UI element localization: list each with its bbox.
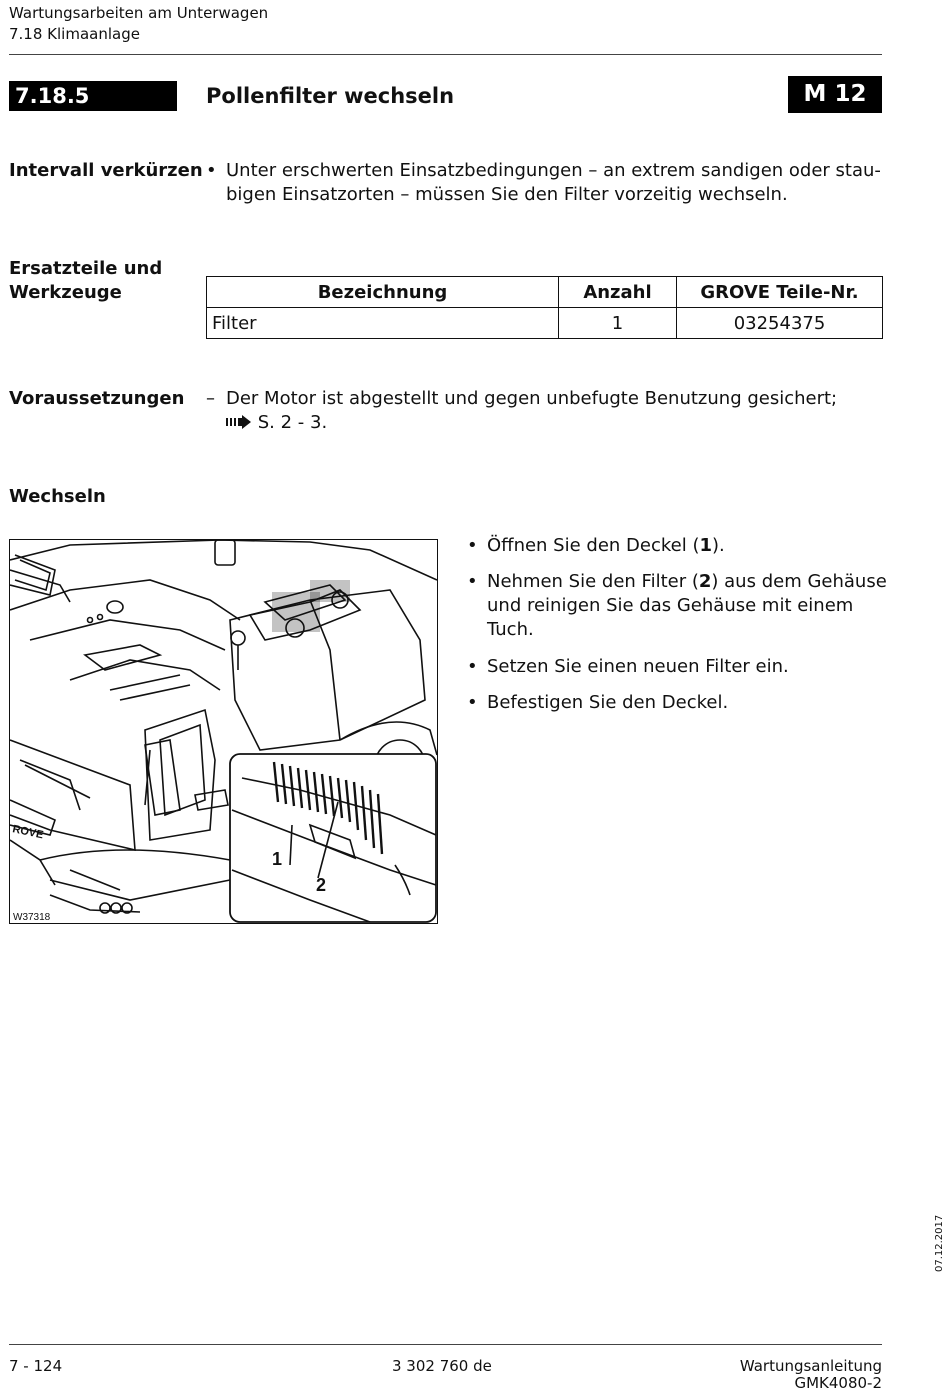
step-1-callout: 1 xyxy=(699,535,712,556)
step-1-pre: Öffnen Sie den Deckel ( xyxy=(487,535,700,556)
col-header-quantity: Anzahl xyxy=(559,277,677,308)
revision-date: 07.12.2017 xyxy=(934,1214,945,1272)
step-3-text: Setzen Sie einen neuen Filter ein. xyxy=(487,656,789,677)
interval-note xyxy=(206,159,886,209)
footer-manual-title: Wartungsanleitung xyxy=(739,1357,882,1375)
step-2-line-2: und reinigen Sie das Gehäuse mit einem xyxy=(487,595,854,616)
dash-mark: – xyxy=(206,388,215,409)
interval-label: Intervall verkürzen xyxy=(9,160,203,181)
header-subchapter: 7.18 Klimaanlage xyxy=(9,25,140,43)
reference-arrow-icon xyxy=(226,415,252,429)
parts-label-line-1: Ersatzteile und xyxy=(9,258,163,279)
parts-label-line-2: Werkzeuge xyxy=(9,282,122,303)
step-1-post: ). xyxy=(712,535,725,556)
cell-quantity: 1 xyxy=(559,308,677,339)
cell-designation: Filter xyxy=(207,308,559,339)
step-2-line-3: Tuch. xyxy=(487,619,534,640)
cell-part-number: 03254375 xyxy=(677,308,883,339)
figure-code: W37318 xyxy=(13,912,51,923)
section-title: Pollenfilter wechseln xyxy=(206,84,455,108)
bullet-mark: • xyxy=(206,160,217,181)
step-2 xyxy=(467,570,887,644)
prerequisites-label: Voraussetzungen xyxy=(9,388,185,409)
bullet-mark: • xyxy=(467,571,478,592)
header-chapter: Wartungsarbeiten am Unterwagen xyxy=(9,4,269,22)
footer-rule xyxy=(9,1344,882,1345)
bullet-mark: • xyxy=(467,656,478,677)
prerequisite-reference[interactable] xyxy=(226,411,327,435)
bullet-mark: • xyxy=(467,535,478,556)
procedure-heading: Wechseln xyxy=(9,486,106,507)
bullet-mark: • xyxy=(467,692,478,713)
step-2-callout: 2 xyxy=(698,571,712,592)
callout-2: 2 xyxy=(316,875,327,895)
step-1 xyxy=(467,534,887,560)
callout-1: 1 xyxy=(272,849,283,869)
header-rule xyxy=(9,54,882,55)
step-2-pre: Nehmen Sie den Filter ( xyxy=(487,571,699,592)
step-3 xyxy=(467,655,887,681)
brand-lettering: ROVE xyxy=(11,823,45,842)
step-4 xyxy=(467,691,887,717)
crane-cab-illustration xyxy=(10,540,437,923)
step-2-post: ) aus dem Gehäuse xyxy=(711,571,887,592)
step-2-line-1 xyxy=(487,570,887,594)
col-header-part-number: GROVE Teile-Nr. xyxy=(677,277,883,308)
col-header-designation: Bezeichnung xyxy=(207,277,559,308)
interval-line-2: bigen Einsatzorten – müssen Sie den Filter vorzeitig wechseln. xyxy=(226,184,788,205)
footer-document-number: 3 302 760 de xyxy=(392,1357,492,1375)
reference-page: S. 2 - 3. xyxy=(257,412,328,433)
parts-table xyxy=(206,276,883,339)
crane-cab-figure xyxy=(9,539,438,924)
footer-page-number: 7 - 124 xyxy=(9,1357,63,1375)
table-header-row xyxy=(207,277,883,308)
step-4-text: Befestigen Sie den Deckel. xyxy=(487,692,729,713)
interval-line-1: Unter erschwerten Einsatzbedingungen – an extrem sandigen oder stau- xyxy=(226,160,881,181)
table-row xyxy=(207,308,883,339)
prerequisite-item xyxy=(206,387,886,437)
section-number: 7.18.5 xyxy=(9,81,177,111)
maintenance-interval-badge: M 12 xyxy=(788,76,882,113)
footer-model: GMK4080-2 xyxy=(794,1374,882,1392)
prerequisite-line-1: Der Motor ist abgestellt und gegen unbefugte Benutzung gesichert; xyxy=(226,388,838,409)
step-1-text xyxy=(487,534,725,558)
